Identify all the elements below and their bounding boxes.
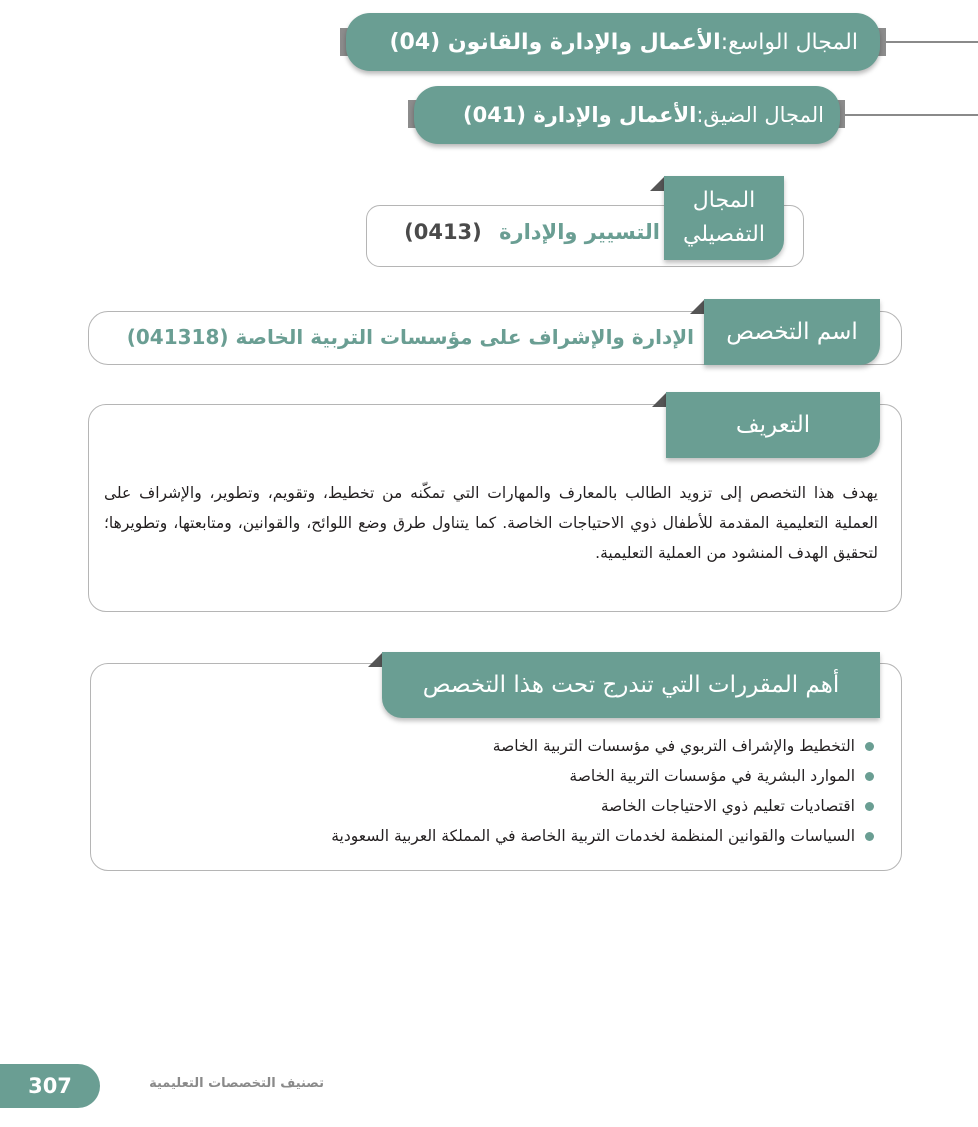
bullet-icon: [865, 742, 874, 751]
course-item-text: التخطيط والإشراف التربوي في مؤسسات التربية الخاصة: [492, 737, 855, 755]
course-item-text: اقتصاديات تعليم ذوي الاحتياجات الخاصة: [600, 797, 855, 815]
definition-heading-badge: [666, 392, 880, 458]
narrow-field-connector: [842, 114, 978, 116]
detailed-field-name: التسيير والإدارة: [499, 220, 660, 244]
bullet-icon: [865, 772, 874, 781]
detailed-field-label-badge: [664, 176, 784, 260]
course-item-text: الموارد البشرية في مؤسسات التربية الخاصة: [569, 767, 855, 785]
broad-field-connector: [880, 41, 978, 43]
course-item: [120, 761, 874, 791]
narrow-field-value: الأعمال والإدارة (041): [462, 103, 697, 127]
definition-text: يهدف هذا التخصص إلى تزويد الطالب بالمعارف والمهارات التي تمكّنه من تخطيط، وتقويم، وتطوير، والإشراف على العملية التعليمية المقدمة للأطفال ذوي الاحتياجات الخاصة. كما يتناول طرق وضع اللوائح، والقوانين، ومتابعتها، وتطويرها؛ لتحقيق الهدف المنشود من العملية التعليمية.: [104, 484, 878, 562]
definition-corner: [652, 393, 666, 407]
specialization-corner: [690, 300, 704, 314]
page-number: 307: [0, 1064, 100, 1108]
narrow-field-pill: [414, 86, 840, 144]
specialization-value: الإدارة والإشراف على مؤسسات التربية الخاصة (041318): [126, 325, 694, 349]
broad-field-value: الأعمال والإدارة والقانون (04): [389, 29, 721, 55]
narrow-field-label: المجال الضيق:: [696, 103, 824, 127]
courses-corner: [368, 653, 382, 667]
course-item: [120, 821, 874, 851]
bullet-icon: [865, 802, 874, 811]
detailed-field-value: [380, 220, 660, 244]
detailed-field-label-line1: المجال: [692, 188, 756, 213]
definition-heading: التعريف: [735, 412, 811, 438]
footer-book-title: تصنيف التخصصات التعليمية: [149, 1076, 324, 1091]
specialization-label-badge: [704, 299, 880, 365]
detailed-field-code: (0413): [404, 220, 482, 244]
detailed-field-corner: [650, 177, 664, 191]
broad-field-label: المجال الواسع:: [720, 29, 858, 55]
course-item: [120, 731, 874, 761]
bullet-icon: [865, 832, 874, 841]
course-item-text: السياسات والقوانين المنظمة لخدمات التربية الخاصة في المملكة العربية السعودية: [331, 827, 855, 845]
specialization-label: اسم التخصص: [726, 319, 858, 345]
courses-heading-badge: [382, 652, 880, 718]
broad-field-pill: [346, 13, 880, 71]
courses-list: [120, 731, 874, 851]
detailed-field-label-line2: التفصيلي: [683, 222, 765, 247]
course-item: [120, 791, 874, 821]
courses-heading: أهم المقررات التي تندرج تحت هذا التخصص: [422, 672, 840, 698]
